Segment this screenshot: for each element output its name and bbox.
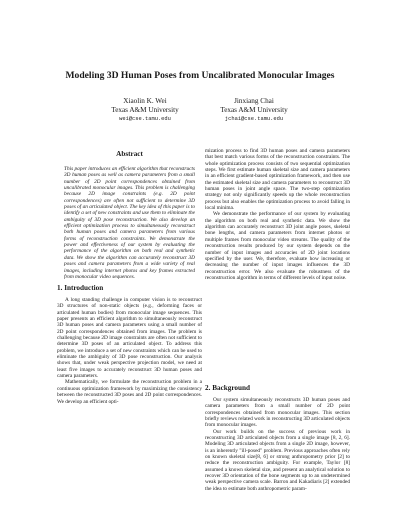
paragraph: Our system simultaneously reconstructs 3D human poses and camera parameters from a small number of 2D point correspondences obtained from monocular images. This section briefly reviews related work in reconstructing 3D articulated objects from monocular images.	[205, 397, 350, 429]
author-block-1	[85, 97, 205, 124]
introduction-heading: 1. Introduction	[57, 284, 104, 292]
paper-title: Modeling 3D Human Poses from Uncalibrated Monocular Images	[65, 70, 335, 81]
abstract-body	[64, 166, 195, 280]
author-email: wei@cse.tamu.edu	[119, 116, 171, 122]
author-affiliation: Texas A&M University	[220, 106, 288, 114]
introduction-body	[57, 297, 202, 405]
paragraph: Mathematically, we formulate the reconstruction problem in a continuous optimization framework by maximizing the consistency between the reconstructed 3D poses and 2D point correspondences. We develop an efficient opti-	[57, 379, 202, 405]
author-block-2	[194, 97, 314, 124]
abstract-heading: Abstract	[116, 150, 143, 158]
paragraph: Our work builds on the success of previous work in reconstructing 3D articulated objects from a single image [8, 2, 6]. Modeling 3D articulated objects from a single 2D image, however, is an inherently "ill-posed" problem. Previous approaches often rely on known skeletal size[8, 6] or strong anthropometry prior [2] to reduce the reconstruction ambiguity. For example, Taylor [8] assumed a known skeletal size, and present an analytical solution to recover 3D orientation of the bone segments up to an undetermined weak perspective camera scale. Barron and Kakadiaris [2] extended the idea to estimate both anthropometric param-	[205, 428, 350, 492]
background-body	[205, 397, 350, 492]
paragraph: We demonstrate the performance of our system by evaluating the algorithm on both real and synthetic data. We show the algorithm can accurately reconstruct 3D joint angle poses, skeletal bone lengths, and camera parameters from internet photos or multiple frames from monocular video streams. The quality of the reconstruction results produced by our system depends on the number of input images and accuracies of 2D joint locations specified by the user. We, therefore, evaluate how increasing or decreasing the number of input images influences the 3D reconstruction error. We also evaluate the robustness of the reconstruction algorithm in terms of different levels of input noise.	[205, 211, 350, 281]
author-affiliation: Texas A&M University	[111, 106, 179, 114]
paragraph: mization process to find 3D human poses and camera parameters that best match various forms of the reconstruction constraints. The whole optimization process consists of two sequential optimization steps. We first estimate human skeletal size and camera parameters in an efficient gradient-based optimization framework, and then use the estimated skeletal size and camera parameters to reconstruct 3D human poses in joint angle space. The two-step optimization strategy not only significantly speeds up the whole reconstruction process but also enables the optimization process to avoid falling in local minima.	[205, 148, 350, 212]
author-email: jchai@cse.tamu.edu	[224, 116, 284, 122]
right-column-body	[205, 148, 350, 281]
author-name: Jinxiang Chai	[234, 97, 274, 105]
author-name: Xiaolin K. Wei	[123, 97, 167, 105]
abstract-text: This paper introduces an efficient algorithm that reconstructs 3D human poses as well as camera parameters from a small number of 2D point correspondences obtained from uncalibrated monocular images. This problem is challenging because 2D image constraints (e.g. 2D point correspondences) are often not sufficient to determine 3D poses of an articulated object. The key idea of this paper is to identify a set of new constraints and use them to eliminate the ambiguity of 3D pose reconstruction. We also develop an efficient optimization process to simultaneously reconstruct both human poses and camera parameters from various forms of reconstruction constraints. We demonstrate the power and effectiveness of our system by evaluating the performance of the algorithm on both real and synthetic data. We show the algorithm can accurately reconstruct 3D poses and camera parameters from a wide variety of real images, including internet photos and key frames extracted from monocular video sequences.	[64, 166, 195, 280]
paragraph: A long standing challenge in computer vision is to reconstruct 3D structures of non-static objects (e.g., deforming faces or articulated human bodies) from monocular image sequences. This paper presents an efficient algorithm to simultaneously reconstruct 3D human poses and camera parameters using a small number of 2D point correspondences obtained from images. The problem is challenging because 2D image constraints are often not sufficient to determine 3D poses of an articulated object. To address this problem, we introduce a set of new constraints which can be used to eliminate the ambiguity of 3D pose reconstruction. Our analysis shows that, under weak perspective projection model, we need at least five images to accurately reconstruct 3D human poses and camera parameters.	[57, 297, 202, 380]
background-heading: 2. Background	[205, 384, 251, 392]
